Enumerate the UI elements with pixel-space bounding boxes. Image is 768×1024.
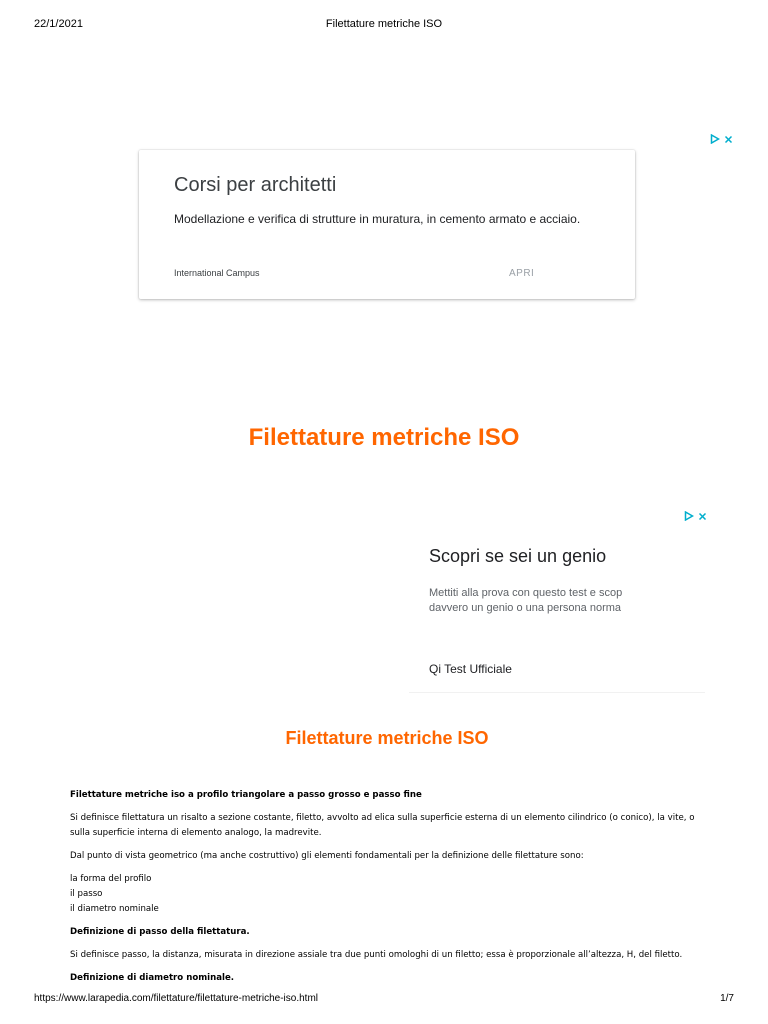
paragraph-elementi: Dal punto di vista geometrico (ma anche costruttivo) gli elementi fondamentali per la definizione delle filettature sono: bbox=[70, 851, 584, 861]
ad1-description: Modellazione e verifica di strutture in muratura, in cemento armato e acciaio. bbox=[174, 212, 581, 226]
page-number: 1/7 bbox=[720, 993, 734, 1004]
list-item: la forma del profilo bbox=[70, 874, 152, 884]
print-header bbox=[0, 18, 768, 32]
ad1-advertiser: International Campus bbox=[174, 268, 260, 278]
ad-card-genio[interactable] bbox=[409, 534, 705, 693]
paragraph-passo: Si definisce passo, la distanza, misurata in direzione assiale tra due punti omologhi di un filetto; essa è proporzionale all’altezza, H, del filetto. bbox=[70, 950, 683, 960]
print-title: Filettature metriche ISO bbox=[325, 18, 443, 30]
ad2-description-line: Mettiti alla prova con questo test e scop bbox=[429, 587, 623, 599]
adchoices-triangle-icon[interactable] bbox=[684, 511, 694, 521]
list-item: il passo bbox=[70, 889, 103, 899]
ad2-adchoices[interactable] bbox=[684, 511, 707, 521]
ad1-adchoices[interactable] bbox=[710, 134, 733, 144]
ad1-open-button[interactable]: APRI bbox=[509, 268, 535, 279]
ad2-description bbox=[429, 586, 647, 616]
ad2-headline[interactable]: Scopri se sei un genio bbox=[429, 546, 607, 566]
article-body bbox=[70, 788, 710, 994]
page-title: Filettature metriche ISO bbox=[248, 424, 520, 451]
page-url: https://www.larapedia.com/filettature/filettature-metriche-iso.html bbox=[34, 993, 318, 1004]
ad2-advertiser: Qi Test Ufficiale bbox=[429, 662, 512, 676]
print-date: 22/1/2021 bbox=[34, 18, 83, 30]
ad1-headline[interactable]: Corsi per architetti bbox=[174, 174, 337, 196]
heading-passo: Definizione di passo della filettatura. bbox=[70, 927, 250, 937]
close-x-icon[interactable] bbox=[698, 512, 707, 521]
heading-diametro: Definizione di diametro nominale. bbox=[70, 973, 235, 983]
ad-card-architetti[interactable] bbox=[139, 150, 635, 299]
elements-list bbox=[70, 872, 710, 917]
paragraph-definizione: Si definisce filettatura un risalto a sezione costante, filetto, avvolto ad elica sulla superficie esterna di un elemento cilindrico (o conico), la vite, o sulla superficie interna di elemento analogo, la madrevite. bbox=[70, 813, 695, 838]
ad2-description-line: davvero un genio o una persona norma bbox=[429, 602, 622, 614]
adchoices-triangle-icon[interactable] bbox=[710, 134, 720, 144]
intro-heading: Filettature metriche iso a profilo triangolare a passo grosso e passo fine bbox=[70, 790, 422, 800]
section-title: Filettature metriche ISO bbox=[285, 728, 489, 748]
list-item: il diametro nominale bbox=[70, 904, 159, 914]
close-x-icon[interactable] bbox=[724, 135, 733, 144]
